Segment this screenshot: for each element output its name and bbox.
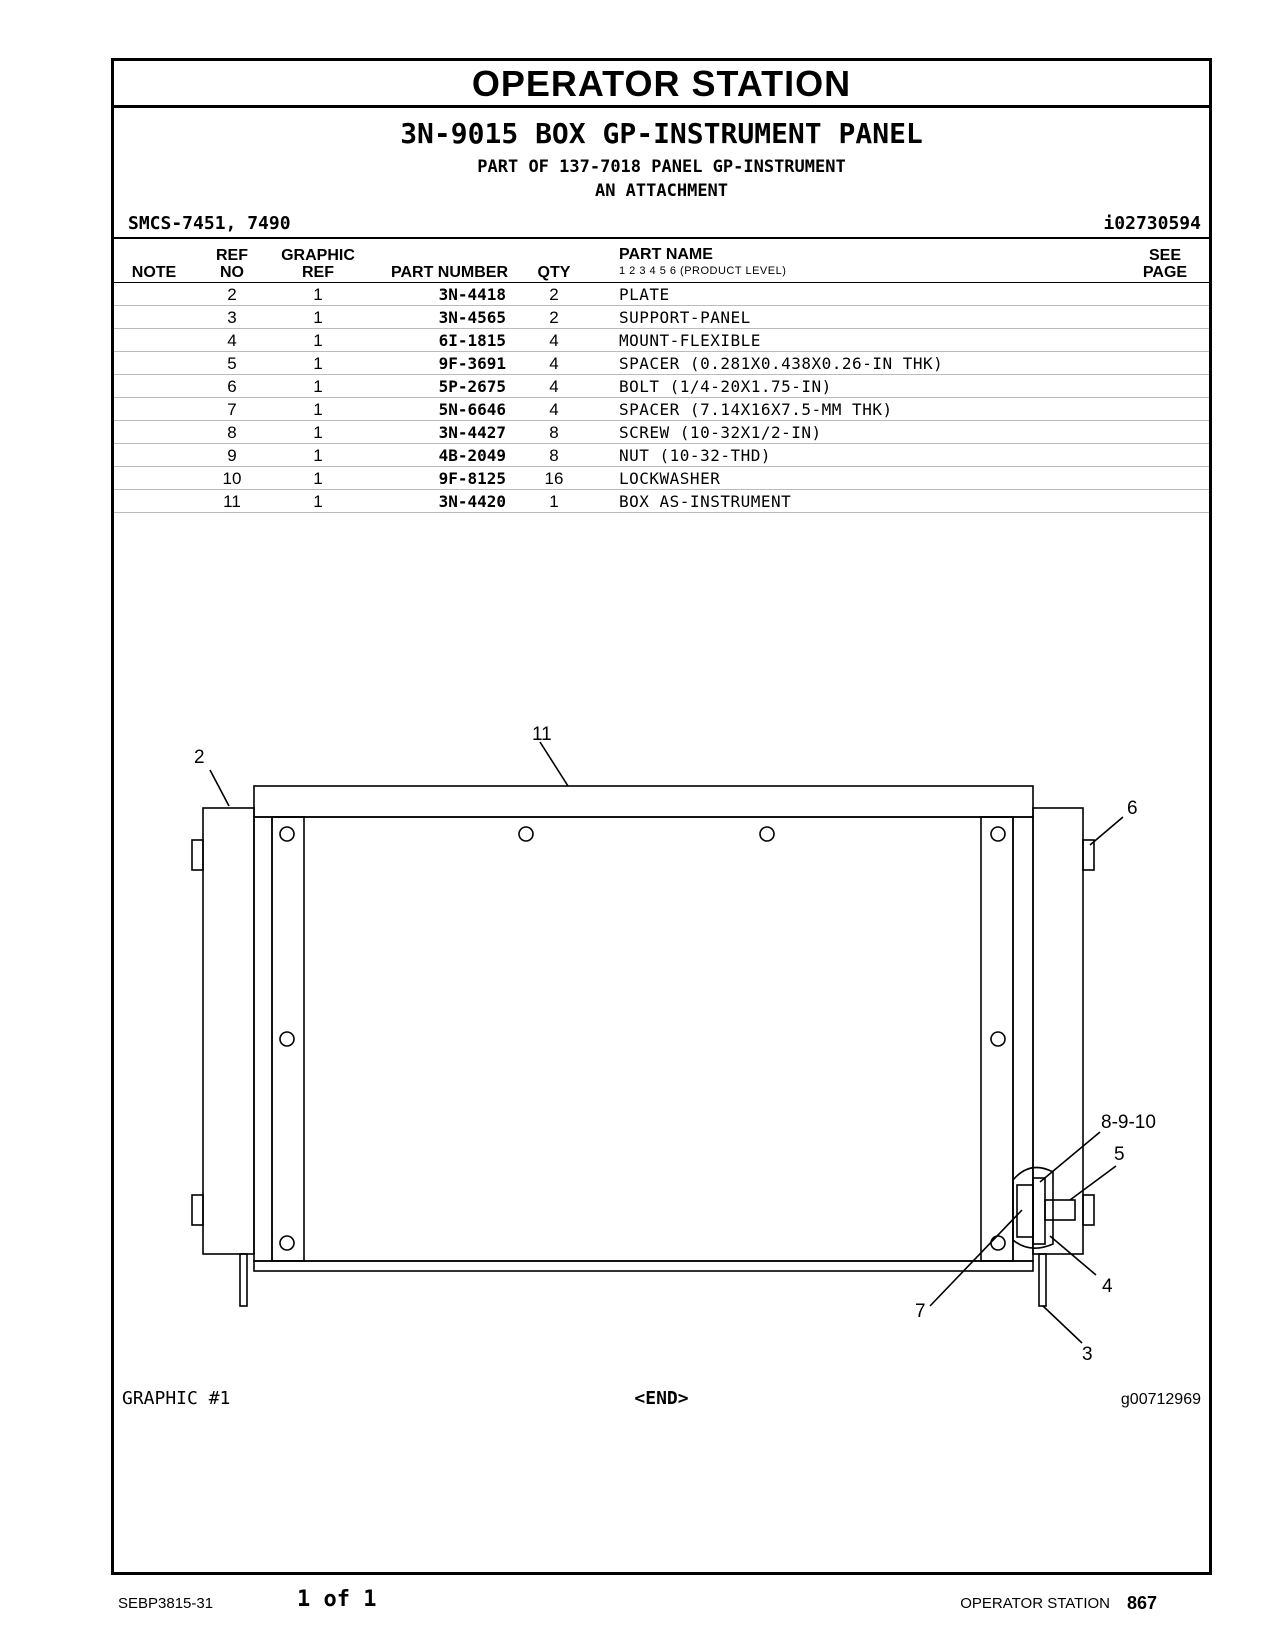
box-top-bar bbox=[254, 786, 1033, 817]
hole bbox=[991, 1032, 1005, 1046]
callout-11: 11 bbox=[532, 724, 552, 745]
callout-5: 5 bbox=[1114, 1144, 1125, 1165]
right-bolt-bottom bbox=[1083, 1195, 1094, 1225]
quantity: 2 bbox=[549, 308, 559, 327]
quantity: 4 bbox=[549, 400, 559, 419]
left-plate bbox=[203, 808, 254, 1254]
quantity: 4 bbox=[549, 354, 559, 373]
graphic-ref: 1 bbox=[313, 285, 323, 304]
graphic-ref: 1 bbox=[313, 423, 323, 442]
part-name: SCREW (10-32X1/2-IN) bbox=[619, 423, 822, 442]
graphic-ref: 1 bbox=[313, 492, 323, 511]
quantity: 1 bbox=[549, 492, 559, 511]
mount-washer bbox=[1033, 1178, 1045, 1244]
hole bbox=[991, 827, 1005, 841]
hole bbox=[991, 1236, 1005, 1250]
graphic-ref: 1 bbox=[313, 377, 323, 396]
section-title: OPERATOR STATION bbox=[114, 61, 1209, 108]
part-name: NUT (10-32-THD) bbox=[619, 446, 771, 465]
callout-6: 6 bbox=[1127, 798, 1138, 819]
col-ref-bottom: NO bbox=[220, 264, 244, 281]
quantity: 8 bbox=[549, 446, 559, 465]
right-support-leg bbox=[1039, 1254, 1046, 1306]
graphic-ref: 1 bbox=[313, 446, 323, 465]
left-bolt-bottom bbox=[192, 1195, 203, 1225]
quantity: 16 bbox=[544, 469, 564, 488]
ref-no: 3 bbox=[227, 308, 237, 327]
col-graphic-top: GRAPHIC bbox=[281, 247, 355, 264]
right-plate bbox=[1033, 808, 1083, 1254]
quantity: 4 bbox=[549, 377, 559, 396]
part-number: 4B-2049 bbox=[438, 446, 506, 465]
callout-7: 7 bbox=[915, 1301, 926, 1322]
quantity: 8 bbox=[549, 423, 559, 442]
ref-no: 9 bbox=[227, 446, 237, 465]
bottom-support bbox=[254, 1261, 1033, 1271]
graphic-ref: 1 bbox=[313, 331, 323, 350]
footer-page-of: 1 of 1 bbox=[297, 1587, 377, 1612]
callout-4: 4 bbox=[1102, 1276, 1113, 1297]
part-number: 3N-4427 bbox=[438, 423, 506, 442]
subtitle-parent: PART OF 137-7018 PANEL GP-INSTRUMENT bbox=[477, 157, 846, 177]
leader-11 bbox=[540, 742, 568, 786]
callout-3: 3 bbox=[1082, 1344, 1093, 1365]
part-number: 9F-3691 bbox=[438, 354, 506, 373]
graphic-ref: 1 bbox=[313, 308, 323, 327]
graphic-label: GRAPHIC #1 bbox=[122, 1388, 231, 1409]
part-name: SUPPORT-PANEL bbox=[619, 308, 751, 327]
graphic-ref: 1 bbox=[313, 469, 323, 488]
part-number: 6I-1815 bbox=[438, 331, 506, 350]
graphic-ref: 1 bbox=[313, 354, 323, 373]
ref-no: 10 bbox=[222, 469, 242, 488]
part-number: 5P-2675 bbox=[438, 377, 506, 396]
box-body bbox=[254, 817, 1033, 1261]
ref-no: 2 bbox=[227, 285, 237, 304]
hole bbox=[280, 1032, 294, 1046]
quantity: 2 bbox=[549, 285, 559, 304]
right-bolt-top bbox=[1083, 840, 1094, 870]
product-level: 1 2 3 4 5 6 (PRODUCT LEVEL) bbox=[619, 265, 787, 277]
hole bbox=[519, 827, 533, 841]
left-support-leg bbox=[240, 1254, 247, 1306]
hole bbox=[280, 1236, 294, 1250]
hole bbox=[280, 827, 294, 841]
footer-section: OPERATOR STATION bbox=[960, 1595, 1110, 1612]
end-label: <END> bbox=[634, 1388, 689, 1409]
ref-no: 7 bbox=[227, 400, 237, 419]
graphic-ref: 1 bbox=[313, 400, 323, 419]
left-rail bbox=[272, 817, 304, 1261]
col-part-number: PART NUMBER bbox=[390, 264, 508, 281]
subtitle-attachment: AN ATTACHMENT bbox=[594, 181, 729, 201]
part-name: BOX AS-INSTRUMENT bbox=[619, 492, 792, 511]
mount-bolt bbox=[1045, 1200, 1075, 1220]
leader-6 bbox=[1090, 817, 1123, 845]
col-qty: QTY bbox=[537, 264, 571, 281]
leader-8-9-10 bbox=[1040, 1132, 1100, 1182]
part-number: 5N-6646 bbox=[438, 400, 506, 419]
callout-8-9-10: 8-9-10 bbox=[1101, 1112, 1156, 1133]
col-note: NOTE bbox=[131, 264, 177, 281]
page-title: 3N-9015 BOX GP-INSTRUMENT PANEL bbox=[400, 117, 923, 150]
footer-doc-number: SEBP3815-31 bbox=[118, 1595, 214, 1612]
leader-2 bbox=[210, 770, 229, 806]
ref-no: 6 bbox=[227, 377, 237, 396]
left-bolt-top bbox=[192, 840, 203, 870]
footer-page-number: 867 bbox=[1126, 1593, 1157, 1613]
part-number: 3N-4565 bbox=[438, 308, 506, 327]
graphic-id: g00712969 bbox=[1120, 1391, 1201, 1408]
ref-no: 11 bbox=[223, 492, 241, 511]
part-name: SPACER (0.281X0.438X0.26-IN THK) bbox=[619, 354, 944, 373]
leader-3 bbox=[1043, 1306, 1082, 1343]
mount-spacer bbox=[1017, 1185, 1033, 1237]
right-rail bbox=[981, 817, 1013, 1261]
part-name: PLATE bbox=[619, 285, 670, 304]
part-name: BOLT (1/4-20X1.75-IN) bbox=[619, 377, 832, 396]
callout-2: 2 bbox=[194, 747, 205, 768]
part-name: SPACER (7.14X16X7.5-MM THK) bbox=[619, 400, 893, 419]
part-number: 3N-4418 bbox=[438, 285, 506, 304]
part-number: 9F-8125 bbox=[438, 469, 506, 488]
col-see-bottom: PAGE bbox=[1142, 264, 1188, 281]
leader-7 bbox=[930, 1210, 1022, 1306]
col-ref-top: REF bbox=[216, 247, 248, 264]
col-part-name-label: PART NAME bbox=[619, 246, 713, 263]
quantity: 4 bbox=[549, 331, 559, 350]
leader-4 bbox=[1050, 1236, 1096, 1275]
ref-no: 8 bbox=[227, 423, 237, 442]
col-graphic-bottom: REF bbox=[302, 264, 334, 281]
part-number: 3N-4420 bbox=[438, 492, 506, 511]
col-see-top: SEE bbox=[1148, 247, 1181, 264]
ref-no: 5 bbox=[227, 354, 237, 373]
ref-no: 4 bbox=[227, 331, 237, 350]
hole bbox=[760, 827, 774, 841]
document-id: i02730594 bbox=[1103, 213, 1201, 234]
smcs-code: SMCS-7451, 7490 bbox=[128, 213, 291, 234]
part-name: LOCKWASHER bbox=[619, 469, 721, 488]
part-name: MOUNT-FLEXIBLE bbox=[619, 331, 761, 350]
